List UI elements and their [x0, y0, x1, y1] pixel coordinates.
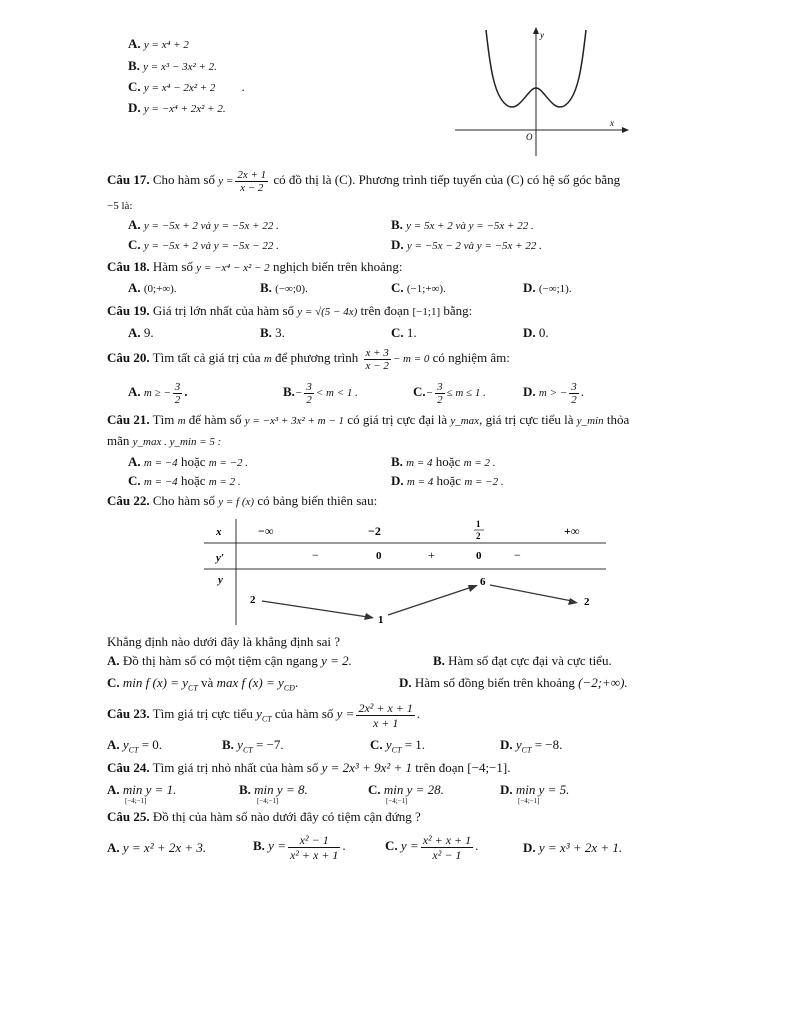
- q22-option-a: A. Đồ thị hàm số có một tiệm cận ngang y = 2.: [107, 653, 352, 668]
- table-arrow-1: [262, 601, 368, 617]
- table-x-val-4: +∞: [564, 524, 580, 538]
- q17-option-a: A. y = −5x + 2 và y = −5x + 22 .: [128, 217, 279, 232]
- q20-option-b: B.− $\frac{3}{2}$ < m < 1 .: [283, 380, 358, 406]
- graph-y-arrow: [533, 27, 539, 34]
- table-sign-5: −: [514, 548, 521, 562]
- q16-option-c: C. y = x⁴ − 2x² + 2 .: [128, 79, 245, 94]
- q23-stem: Câu 23. Tìm giá trị cực tiểu $y_{CT}$ của hàm số y = $\frac{\text{2x² + x + 1}}{x + 1}$ .: [107, 700, 421, 730]
- table-x-val-3-num: 1: [476, 519, 481, 529]
- q21-stem-cont: mãn y_max . y_min = 5 :: [107, 433, 222, 448]
- q22-option-d: D. Hàm số đồng biến trên khoảng (−2;+∞).: [399, 675, 628, 690]
- q25-option-d: D. y = x³ + 2x + 1.: [523, 840, 623, 855]
- q17-stem-cont: −5 là:: [107, 200, 133, 212]
- table-y-val-2: 1: [378, 614, 384, 626]
- table-arrow-3: [490, 585, 572, 601]
- q20-option-d: D. m > − $\frac{3}{2}$ .: [523, 380, 584, 406]
- q21-stem: Câu 21. Tìm m để hàm số y = −x³ + 3x² + m − 1 có giá trị cực đại là y_max, giá trị cực tiểu là y_min thỏa: [107, 412, 630, 427]
- q17-option-d: D. y = −5x − 2 và y = −5x + 22 .: [391, 237, 542, 252]
- table-x-label: x: [216, 526, 222, 538]
- q18-stem: Câu 18. Hàm số y = −x⁴ − x² − 2 nghịch biến trên khoảng:: [107, 259, 403, 274]
- q16-option-d: D. y = −x⁴ + 2x² + 2.: [128, 100, 226, 115]
- q25-stem: Câu 25. Đồ thị của hàm số nào dưới đây có tiệm cận đứng ?: [107, 809, 421, 824]
- q22-option-b: B. Hàm số đạt cực đại và cực tiểu.: [433, 653, 612, 668]
- table-sign-4: 0: [476, 550, 482, 562]
- q22-option-c: C. min f $(x) = y_{CT}$ và max f $(x) = y_{CĐ}$.: [107, 675, 299, 693]
- graph-origin-label: O: [526, 132, 533, 142]
- table-y-val-3: 6: [480, 576, 486, 588]
- q19-option-c: C. 1.: [391, 325, 417, 340]
- q20-option-a: A. m ≥ − $\frac{3}{2}$ .: [128, 380, 188, 406]
- q19-option-d: D. 0.: [523, 325, 549, 340]
- q23-option-a: A. $y_{CT} = 0$.: [107, 737, 163, 755]
- q20-option-c: C.− $\frac{3}{2}$ ≤ m ≤ 1 .: [413, 380, 486, 406]
- graph-x-label: x: [610, 118, 614, 128]
- q24-stem: Câu 24. Tìm giá trị nhỏ nhất của hàm số y = 2x³ + 9x² + 1 trên đoạn [−4;−1].: [107, 760, 511, 775]
- q21-option-c: C. m = −4 hoặc m = 2 .: [128, 473, 241, 488]
- q18-option-c: C. (−1;+∞).: [391, 280, 446, 295]
- table-x-val-2: −2: [368, 524, 381, 538]
- q18-option-d: D. (−∞;1).: [523, 280, 572, 295]
- q21-option-d: D. m = 4 hoặc m = −2 .: [391, 473, 504, 488]
- q17-option-b: B. y = 5x + 2 và y = −5x + 22 .: [391, 217, 534, 232]
- q25-option-c: C. y = $\frac{\text{x² + x + 1}}{\text{x² − 1}}$ .: [385, 832, 479, 862]
- table-sign-3: +: [428, 548, 435, 562]
- q25-option-a: A. y = x² + 2x + 3.: [107, 840, 207, 855]
- table-y-val-1: 2: [250, 594, 256, 606]
- table-arrowhead-3: [568, 598, 578, 605]
- q21-option-a: A. m = −4 hoặc m = −2 .: [128, 454, 249, 469]
- q22-stem: Câu 22. Cho hàm số y = f (x) có bảng biến thiên sau:: [107, 493, 378, 508]
- table-arrowhead-2: [468, 585, 478, 592]
- table-sign-1: −: [312, 548, 319, 562]
- table-sign-2: 0: [376, 550, 382, 562]
- table-arrow-2: [388, 587, 472, 615]
- q19-option-b: B. 3.: [260, 325, 285, 340]
- q20-stem: Câu 20. Tìm tất cả giá trị của m để phương trình $\frac{x + 3}{x - 2}$ − m = 0 có nghiệm âm:: [107, 346, 510, 372]
- table-x-val-3-den: 2: [476, 531, 481, 541]
- q25-option-b: B. y = $\frac{\text{x² − 1}}{\text{x² + x + 1}}$ .: [253, 832, 346, 862]
- table-arrowhead-1: [364, 613, 374, 620]
- q17-option-c: C. y = −5x + 2 và y = −5x − 22 .: [128, 237, 279, 252]
- q24-option-a: A. min y = 1. [−4;−1]: [107, 782, 177, 805]
- q23-option-c: C. $y_{CT} = 1$.: [370, 737, 426, 755]
- q16-graph: [450, 26, 630, 161]
- q23-option-d: D. $y_{CT} = -8$.: [500, 737, 563, 755]
- q16-option-b: B. y = x³ − 3x² + 2.: [128, 58, 217, 73]
- q17-stem: Câu 17. Cho hàm số y = $\frac{2x + 1}{x - 2}$ có đồ thị là (C). Phương trình tiếp tuyến của (C) có hệ số góc bằng: [107, 168, 621, 194]
- q18-option-b: B. (−∞;0).: [260, 280, 308, 295]
- q22-question: Khẳng định nào dưới đây là khẳng định sai ?: [107, 634, 341, 649]
- q19-option-a: A. 9.: [128, 325, 154, 340]
- table-yp-label: y′: [216, 552, 224, 564]
- table-y-label: y: [218, 574, 223, 586]
- q18-option-a: A. (0;+∞).: [128, 280, 177, 295]
- q24-option-d: D. min y = 5. [−4;−1]: [500, 782, 570, 805]
- variation-table: [200, 515, 610, 627]
- graph-y-label: y: [540, 30, 544, 40]
- q24-option-b: B. min y = 8. [−4;−1]: [239, 782, 308, 805]
- q21-option-b: B. m = 4 hoặc m = 2 .: [391, 454, 496, 469]
- q24-option-c: C. min y = 28. [−4;−1]: [368, 782, 444, 805]
- q19-stem: Câu 19. Giá trị lớn nhất của hàm số y = √(5 − 4x) trên đoạn [−1;1] bằng:: [107, 303, 473, 318]
- q16-option-a: A. y = x⁴ + 2: [128, 36, 189, 51]
- table-x-val-1: −∞: [258, 524, 274, 538]
- graph-x-arrow: [622, 127, 629, 133]
- table-y-val-4: 2: [584, 596, 590, 608]
- q23-option-b: B. $y_{CT} = -7$.: [222, 737, 284, 755]
